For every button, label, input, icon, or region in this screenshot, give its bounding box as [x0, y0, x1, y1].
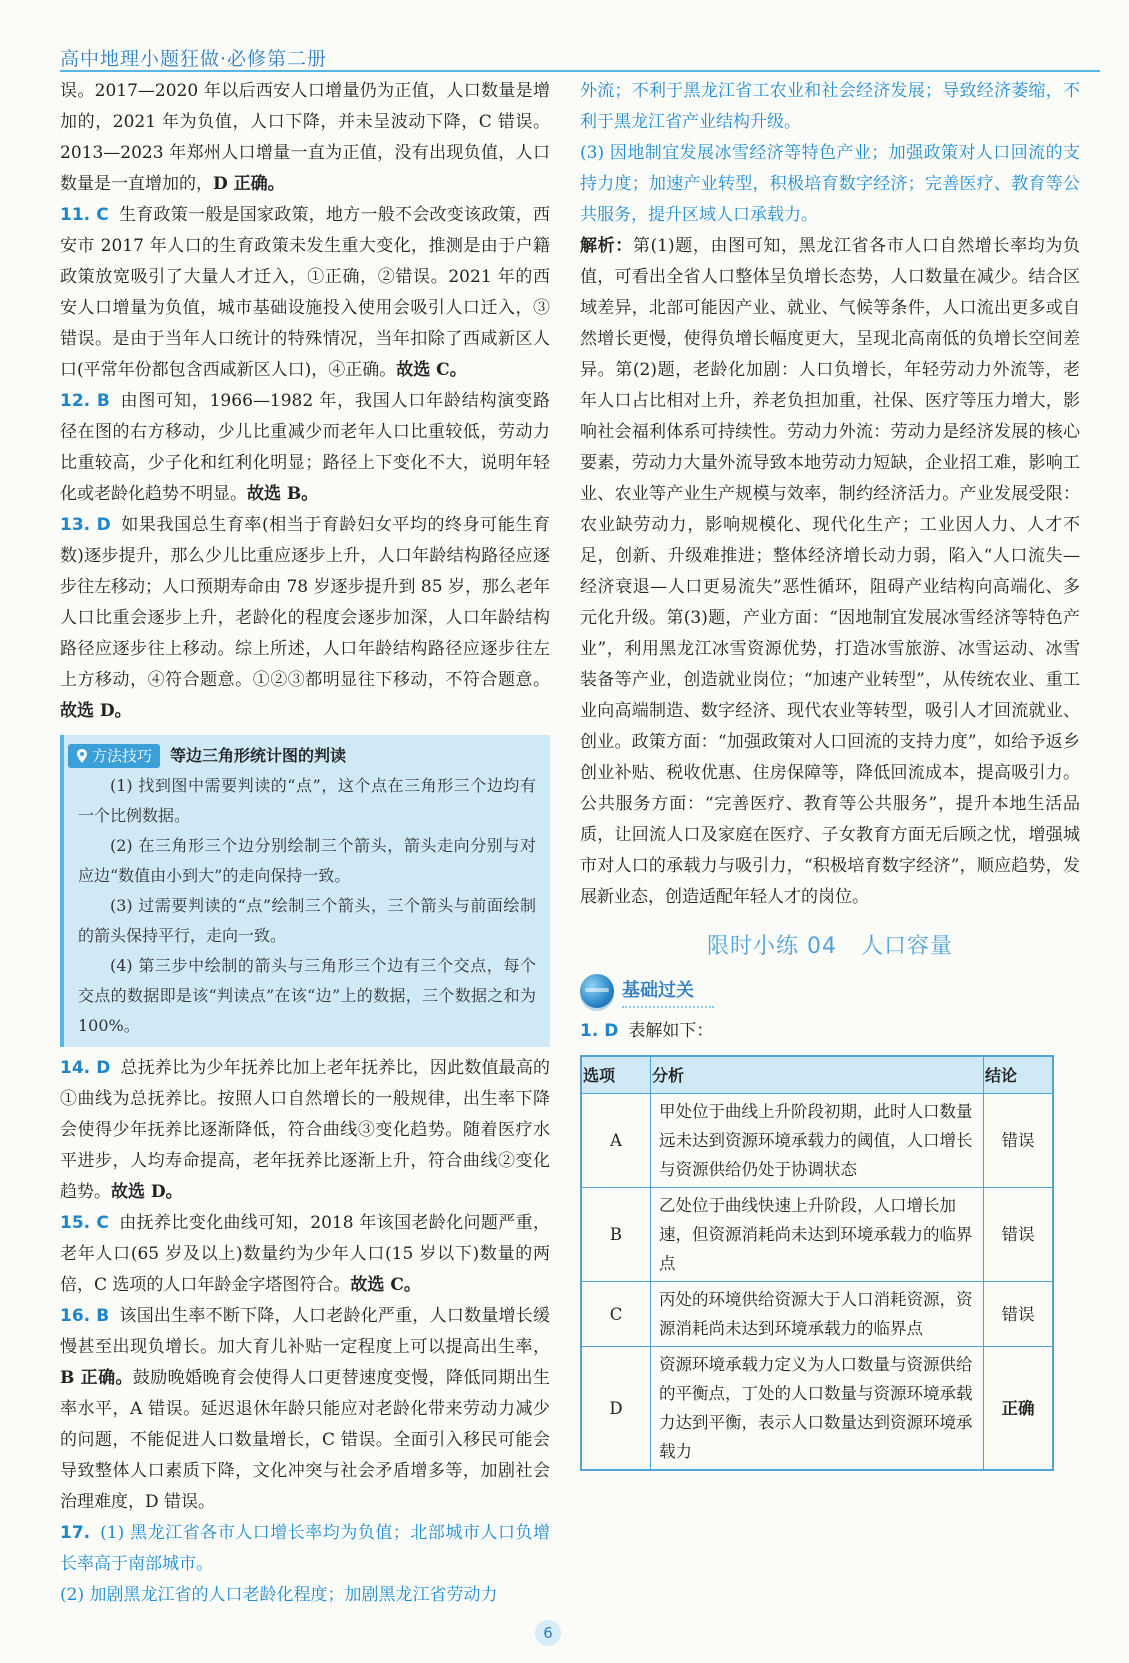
- left-column: [60, 76, 550, 1611]
- column-header: 分析: [651, 1056, 984, 1094]
- conclusion-cell: 错误: [984, 1282, 1054, 1347]
- option-cell: A: [581, 1094, 651, 1188]
- conclusion-cell: 正确: [984, 1347, 1054, 1471]
- question-11: 11. C 生育政策一般是国家政策，地方一般不会改变该政策，西安市 2017 年人口的生育政策未发生重大变化，推测是由于户籍政策放宽吸引了大量人才迁入，①正确，②错误。2021 年的西安人口增量为负值，城市基础设施投入使用会吸引人口迁入，③错误。是由于当年人口统计的特殊情况，当年扣除了西咸新区人口(平常年份都包含西咸新区人口)，④正确。故选 C。: [60, 205, 550, 380]
- subsection-title: 基础过关: [622, 975, 714, 1008]
- question-17-answer-2: (2) 加剧黑龙江省的人口老龄化程度；加剧黑龙江省劳动力: [60, 1585, 498, 1605]
- tip-title: 等边三角形统计图的判读: [170, 746, 347, 765]
- book-title: 高中地理小题狂做·必修第二册: [60, 48, 328, 70]
- option-cell: B: [581, 1188, 651, 1282]
- analysis: 解析：第(1)题，由图可知，黑龙江省各市人口自然增长率均为负值，可看出全省人口整体呈负增长态势，人口数量在减少。结合区域差异，北部可能因产业、就业、气候等条件，人口流出更多或自然增长更慢，使得负增长幅度更大，呈现北高南低的负增长空间差异。第(2)题，老龄化加剧：人口负增长，年轻劳动力外流等，老年人口占比相对上升，养老负担加重，社保、医疗等压力增大，影响社会福利体系可持续性。劳动力外流：劳动力是经济发展的核心要素，劳动力大量外流导致本地劳动力短缺，企业招工难，影响工业、农业等产业生产规模与效率，制约经济活力。产业发展受限：农业缺劳动力，影响规模化、现代化生产；工业因人力、人才不足，创新、升级难推进；整体经济增长动力弱，陷入“人口流失—经济衰退—人口更易流失”恶性循环，阻碍产业结构向高端化、多元化升级。第(3)题，产业方面：“因地制宜发展冰雪经济等特色产业”，利用黑龙江冰雪资源优势，打造冰雪旅游、冰雪运动、冰雪装备等产业，创造就业岗位；“加速产业转型”，从传统农业、重工业向高端制造、数字经济、现代农业等转型，吸引人才回流就业、创业。政策方面：“加强政策对人口回流的支持力度”，如给予返乡创业补贴、税收优惠、住房保障等，降低回流成本，提高吸引力。公共服务方面：“完善医疗、教育等公共服务”，提升本地生活品质，让回流人口及家庭在医疗、子女教育方面无后顾之忧，增强城市对人口的承载力与吸引力，“积极培育数字经济”，顺应趋势，发展新业态，创造适配年轻人才的岗位。: [580, 236, 1080, 907]
- question-17-answer-1: 17. (1) 黑龙江省各市人口增长率均为负值；北部城市人口负增长率高于南部城市。: [60, 1523, 550, 1574]
- question-13: 13. D 如果我国总生育率(相当于育龄妇女平均的终身可能生育数)逐步提升，那么少儿比重应逐步上升，人口年龄结构路径应逐步往左移动；人口预期寿命由 78 岁逐步提升到 85 岁，那么老年人口比重会逐步上升，老龄化的程度会逐步加深，人口年龄结构路径应逐步往上移动。综上所述，人口年龄结构路径应逐步往左上方移动，④符合题意。①②③都明显往下移动，不符合题意。故选 D。: [60, 515, 550, 721]
- table-row: [581, 1094, 1053, 1188]
- column-header: 结论: [984, 1056, 1054, 1094]
- analysis-cell: 甲处位于曲线上升阶段初期，此时人口数量远未达到资源环境承载力的阈值，人口增长与资源供给仍处于协调状态: [651, 1094, 984, 1188]
- tip-item: (4) 第三步中绘制的箭头与三角形三个边有三个交点，每个交点的数据即是该“判读点”在该“边”上的数据，三个数据之和为 100%。: [78, 956, 536, 1035]
- question-17-answer-2-continued: 外流；不利于黑龙江省工农业和社会经济发展；导致经济萎缩，不利于黑龙江省产业结构升级。: [580, 81, 1080, 132]
- analysis-table: [580, 1055, 1054, 1471]
- table-row: [581, 1347, 1053, 1471]
- globe-icon: [580, 974, 614, 1008]
- question-15: 15. C 由抚养比变化曲线可知，2018 年该国老龄化问题严重，老年人口(65 岁及以上)数量约为少年人口(15 岁以下)数量的两倍，C 选项的人口年龄金字塔图符合。故选 C。: [60, 1213, 551, 1295]
- tip-item: (2) 在三角形三个边分别绘制三个箭头，箭头走向分别与对应边“数值由小到大”的走向保持一致。: [78, 836, 536, 885]
- question-1: 1. D 表解如下：: [580, 1021, 714, 1041]
- section-title: 限时小练 04 人口容量: [706, 934, 953, 959]
- page-header: [60, 44, 1100, 72]
- table-row: [581, 1188, 1053, 1282]
- column-header: 选项: [581, 1056, 651, 1094]
- map-pin-icon: [76, 749, 88, 763]
- page-number: 6: [535, 1620, 561, 1646]
- tip-item: (1) 找到图中需要判读的“点”，这个点在三角形三个边均有一个比例数据。: [78, 776, 536, 825]
- analysis-cell: 丙处的环境供给资源大于人口消耗资源，资源消耗尚未达到环境承载力的临界点: [651, 1282, 984, 1347]
- table-row: [581, 1282, 1053, 1347]
- question-12: 12. B 由图可知，1966—1982 年，我国人口年龄结构演变路径在图的右方移动，少儿比重减少而老年人口比重较低，劳动力比重较高，少子化和红利化明显；路径上下变化不大，说明年轻化或老龄化趋势不明显。故选 B。: [60, 391, 550, 504]
- conclusion-cell: 错误: [984, 1188, 1054, 1282]
- subsection-header: [580, 974, 1080, 1008]
- tip-badge: 方法技巧: [68, 744, 160, 768]
- table-header-row: [581, 1056, 1053, 1094]
- paragraph-continued: 误。2017—2020 年以后西安人口增量仍为正值，人口数量是增加的，2021 年为负值，人口下降，并未呈波动下降，C 错误。2013—2023 年郑州人口增量一直为正值，没有出现负值，人口数量是一直增加的，D 正确。: [60, 81, 550, 194]
- question-14: 14. D 总抚养比为少年抚养比加上老年抚养比，因此数值最高的①曲线为总抚养比。按照人口自然增长的一般规律，出生率下降会使得少年抚养比逐渐降低，符合曲线③变化趋势。随着医疗水平进步，人均寿命提高，老年抚养比逐渐上升，符合曲线②变化趋势。故选 D。: [60, 1058, 551, 1202]
- conclusion-cell: 错误: [984, 1094, 1054, 1188]
- tip-header: [68, 741, 536, 771]
- question-17-answer-3: (3) 因地制宜发展冰雪经济等特色产业；加强政策对人口回流的支持力度；加速产业转型，积极培育数字经济；完善医疗、教育等公共服务，提升区域人口承载力。: [580, 143, 1080, 225]
- analysis-cell: 资源环境承载力定义为人口数量与资源供给的平衡点，丁处的人口数量与资源环境承载力达到平衡，表示人口数量达到资源环境承载力: [651, 1347, 984, 1471]
- analysis-cell: 乙处位于曲线快速上升阶段，人口增长加速，但资源消耗尚未达到环境承载力的临界点: [651, 1188, 984, 1282]
- right-column: [580, 76, 1080, 1471]
- option-cell: C: [581, 1282, 651, 1347]
- option-cell: D: [581, 1347, 651, 1471]
- question-16: 16. B 该国出生率不断下降，人口老龄化严重，人口数量增长缓慢甚至出现负增长。加大育儿补贴一定程度上可以提高出生率，B 正确。鼓励晚婚晚育会使得人口更替速度变慢，降低同期出生率水平，A 错误。延迟退休年龄只能应对老龄化带来劳动力减少的问题，不能促进人口数量增长，C 错误。全面引入移民可能会导致整体人口素质下降，文化冲突与社会矛盾增多等，加剧社会治理难度，D 错误。: [60, 1306, 551, 1512]
- tip-item: (3) 过需要判读的“点”绘制三个箭头，三个箭头与前面绘制的箭头保持平行，走向一致。: [78, 896, 536, 945]
- method-tip-box: [60, 735, 550, 1047]
